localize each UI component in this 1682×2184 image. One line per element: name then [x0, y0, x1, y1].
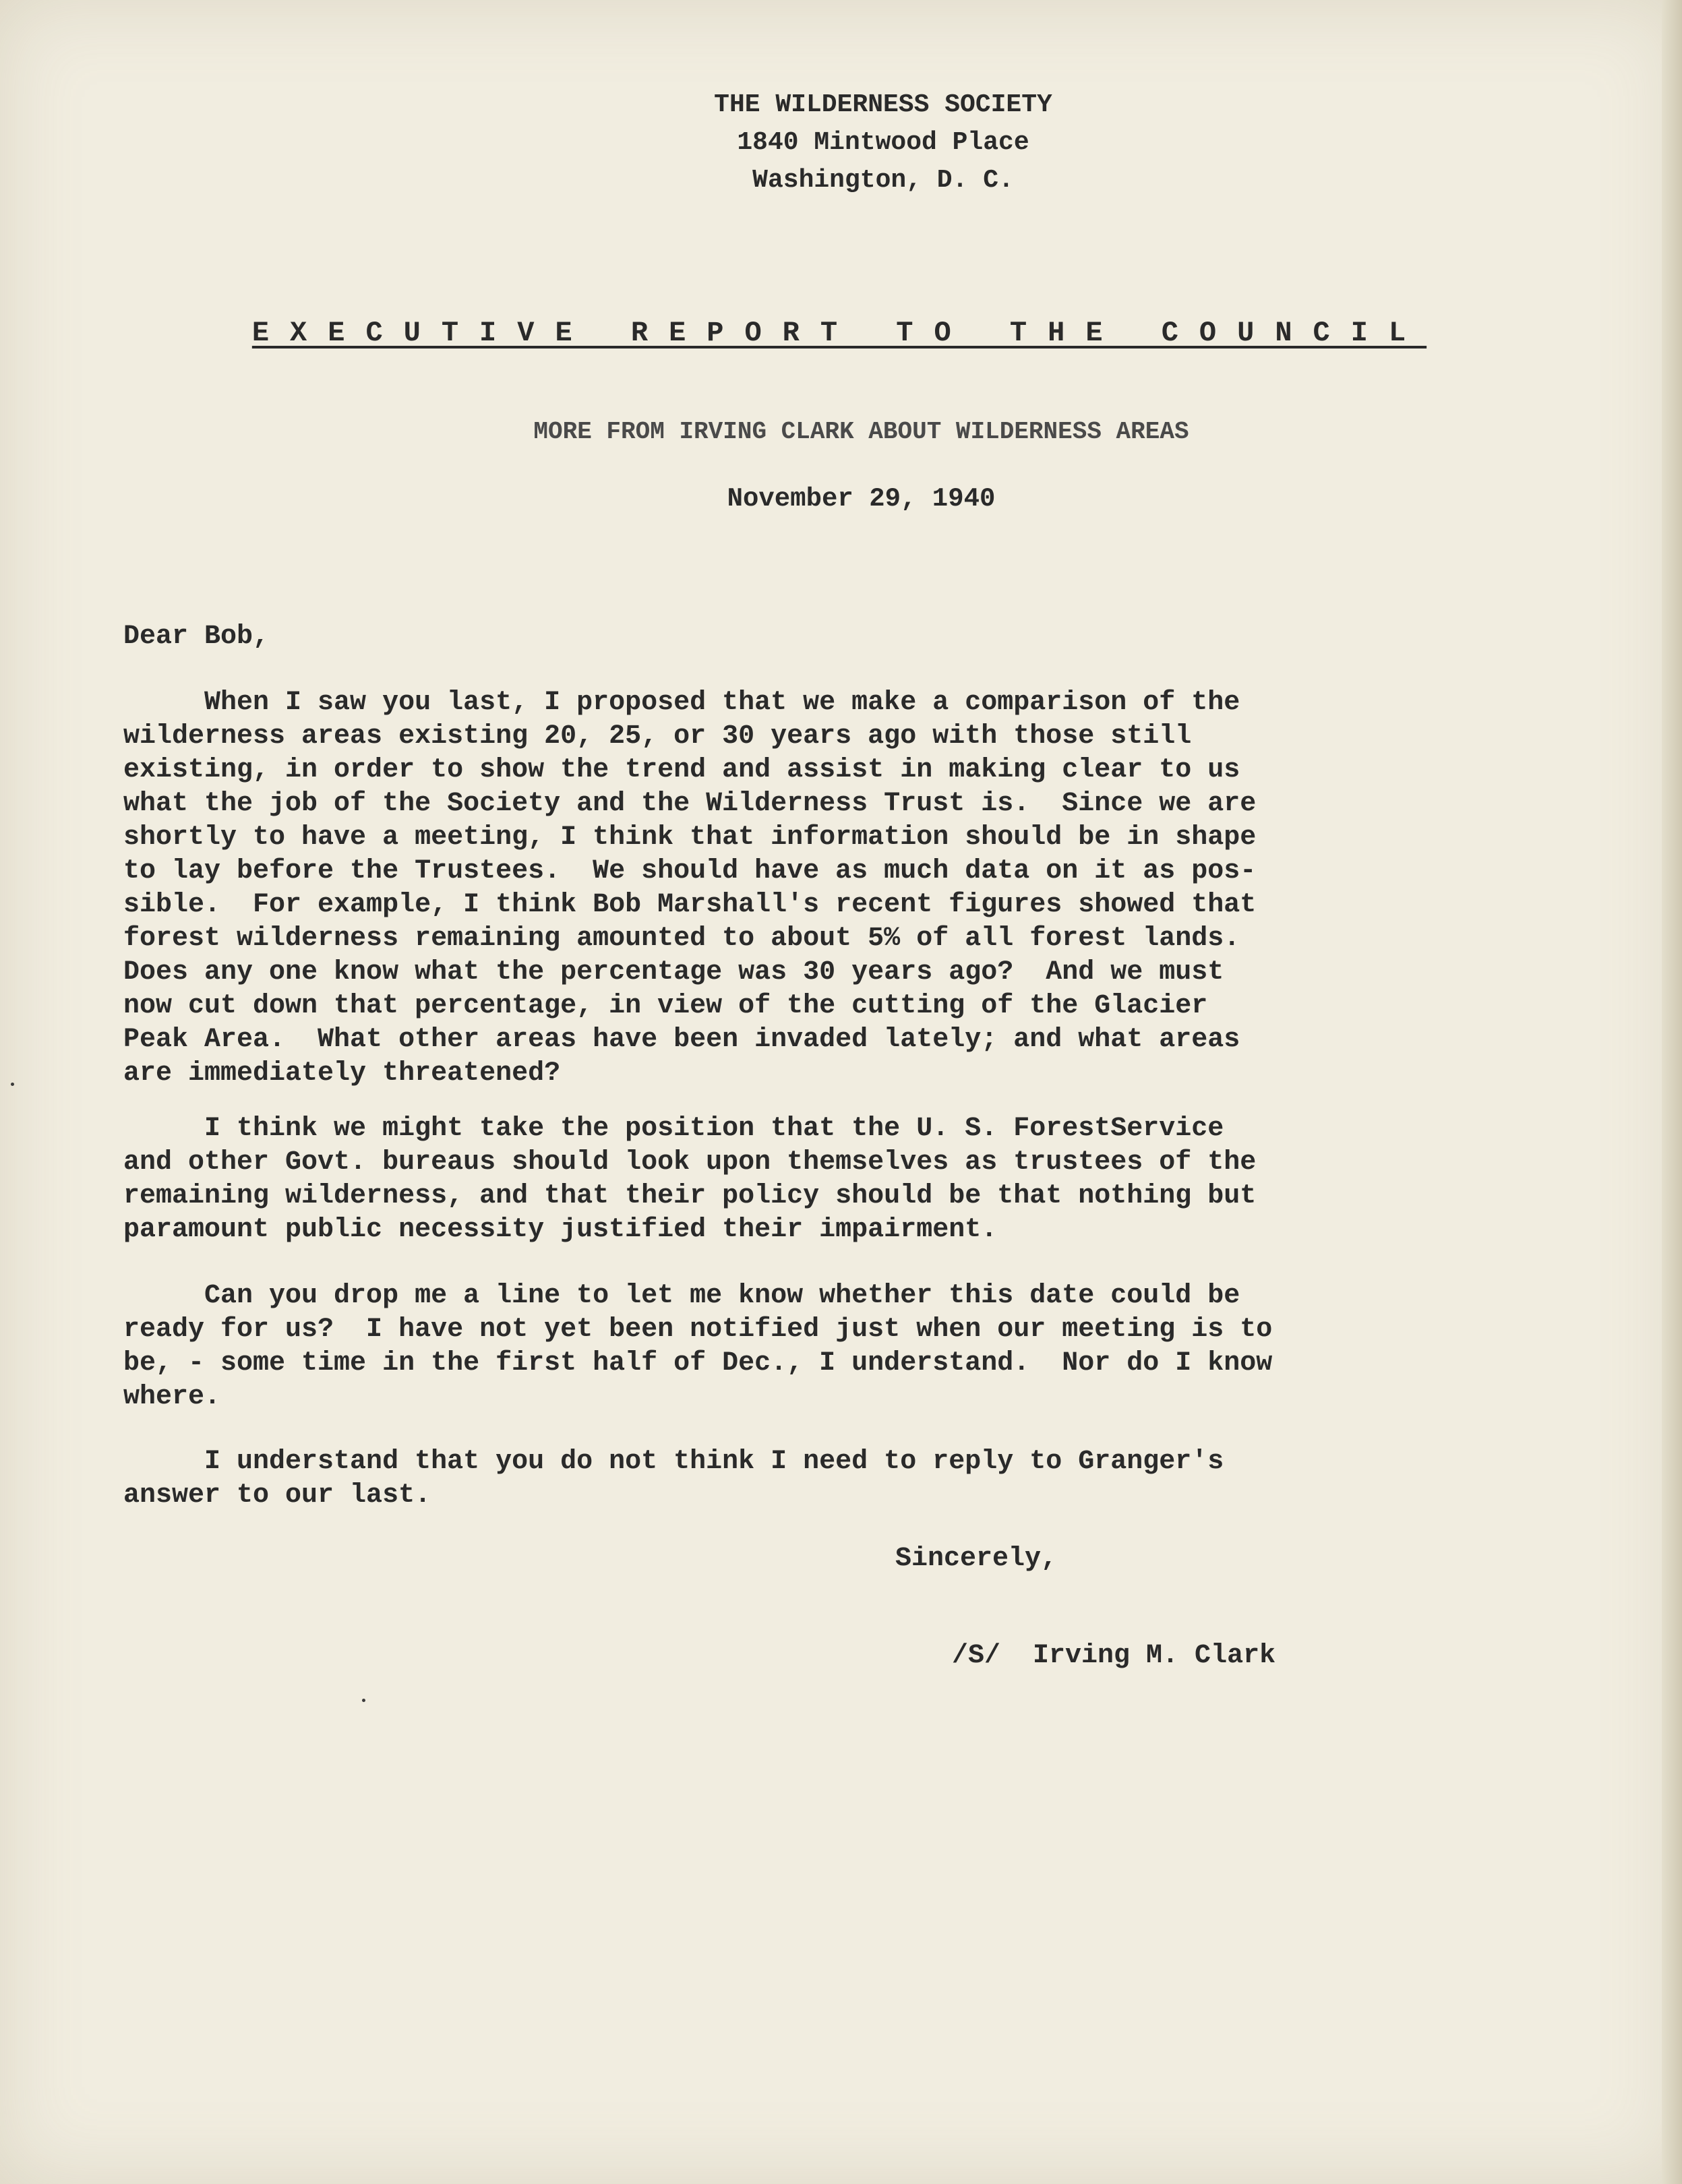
- body-line: forest wilderness remaining amounted to about 5% of all forest lands.: [123, 923, 1240, 954]
- body-line: where.: [123, 1382, 221, 1412]
- body-line: be, - some time in the first half of Dec., I understand. Nor do I know: [123, 1348, 1273, 1378]
- paragraph-3: [123, 1279, 1573, 1414]
- body-line: wilderness areas existing 20, 25, or 30 years ago with those still: [123, 721, 1192, 752]
- body-line: Does any one know what the percentage was 30 years ago? And we must: [123, 957, 1224, 988]
- paper-speck: [362, 1699, 365, 1702]
- paper-speck: [11, 1083, 14, 1086]
- paper-edge: [1662, 0, 1682, 2184]
- document-subtitle: MORE FROM IRVING CLARK ABOUT WILDERNESS AREAS: [533, 418, 1189, 446]
- body-line: remaining wilderness, and that their policy should be that nothing but: [123, 1181, 1257, 1211]
- body-line: Can you drop me a line to let me know whether this date could be: [123, 1281, 1240, 1311]
- letter-date: November 29, 1940: [727, 484, 996, 514]
- body-line: shortly to have a meeting, I think that information should be in shape: [123, 822, 1257, 853]
- body-line: and other Govt. bureaus should look upon themselves as trustees of the: [123, 1147, 1257, 1178]
- salutation: Dear Bob,: [123, 621, 270, 652]
- letterhead: [0, 86, 1682, 200]
- paragraph-2: [123, 1112, 1573, 1247]
- signature: /S/ Irving M. Clark: [952, 1641, 1276, 1671]
- closing: Sincerely,: [895, 1544, 1058, 1574]
- body-line: what the job of the Society and the Wilderness Trust is. Since we are: [123, 789, 1257, 819]
- letterhead-city: Washington, D. C.: [752, 166, 1014, 195]
- body-line: are immediately threatened?: [123, 1058, 561, 1089]
- body-line: answer to our last.: [123, 1480, 431, 1511]
- body-line: I think we might take the position that the U. S. ForestService: [123, 1114, 1224, 1144]
- paragraph-4: [123, 1445, 1573, 1513]
- body-line: paramount public necessity justified their impairment.: [123, 1215, 998, 1245]
- body-line: ready for us? I have not yet been notified just when our meeting is to: [123, 1314, 1273, 1345]
- paragraph-1: [123, 686, 1573, 1091]
- letterhead-org: THE WILDERNESS SOCIETY: [714, 90, 1052, 119]
- body-line: to lay before the Trustees. We should have as much data on it as pos-: [123, 856, 1257, 886]
- body-line: When I saw you last, I proposed that we make a comparison of the: [123, 688, 1240, 718]
- body-line: existing, in order to show the trend and assist in making clear to us: [123, 755, 1240, 785]
- body-line: Peak Area. What other areas have been invaded lately; and what areas: [123, 1025, 1240, 1055]
- body-line: now cut down that percentage, in view of the cutting of the Glacier: [123, 991, 1208, 1021]
- letterhead-street: 1840 Mintwood Place: [737, 128, 1029, 157]
- body-line: sible. For example, I think Bob Marshall's recent figures showed that: [123, 890, 1257, 920]
- document-title: EXECUTIVE REPORT TO THE COUNCIL: [251, 317, 1427, 349]
- body-line: I understand that you do not think I need to reply to Granger's: [123, 1447, 1224, 1477]
